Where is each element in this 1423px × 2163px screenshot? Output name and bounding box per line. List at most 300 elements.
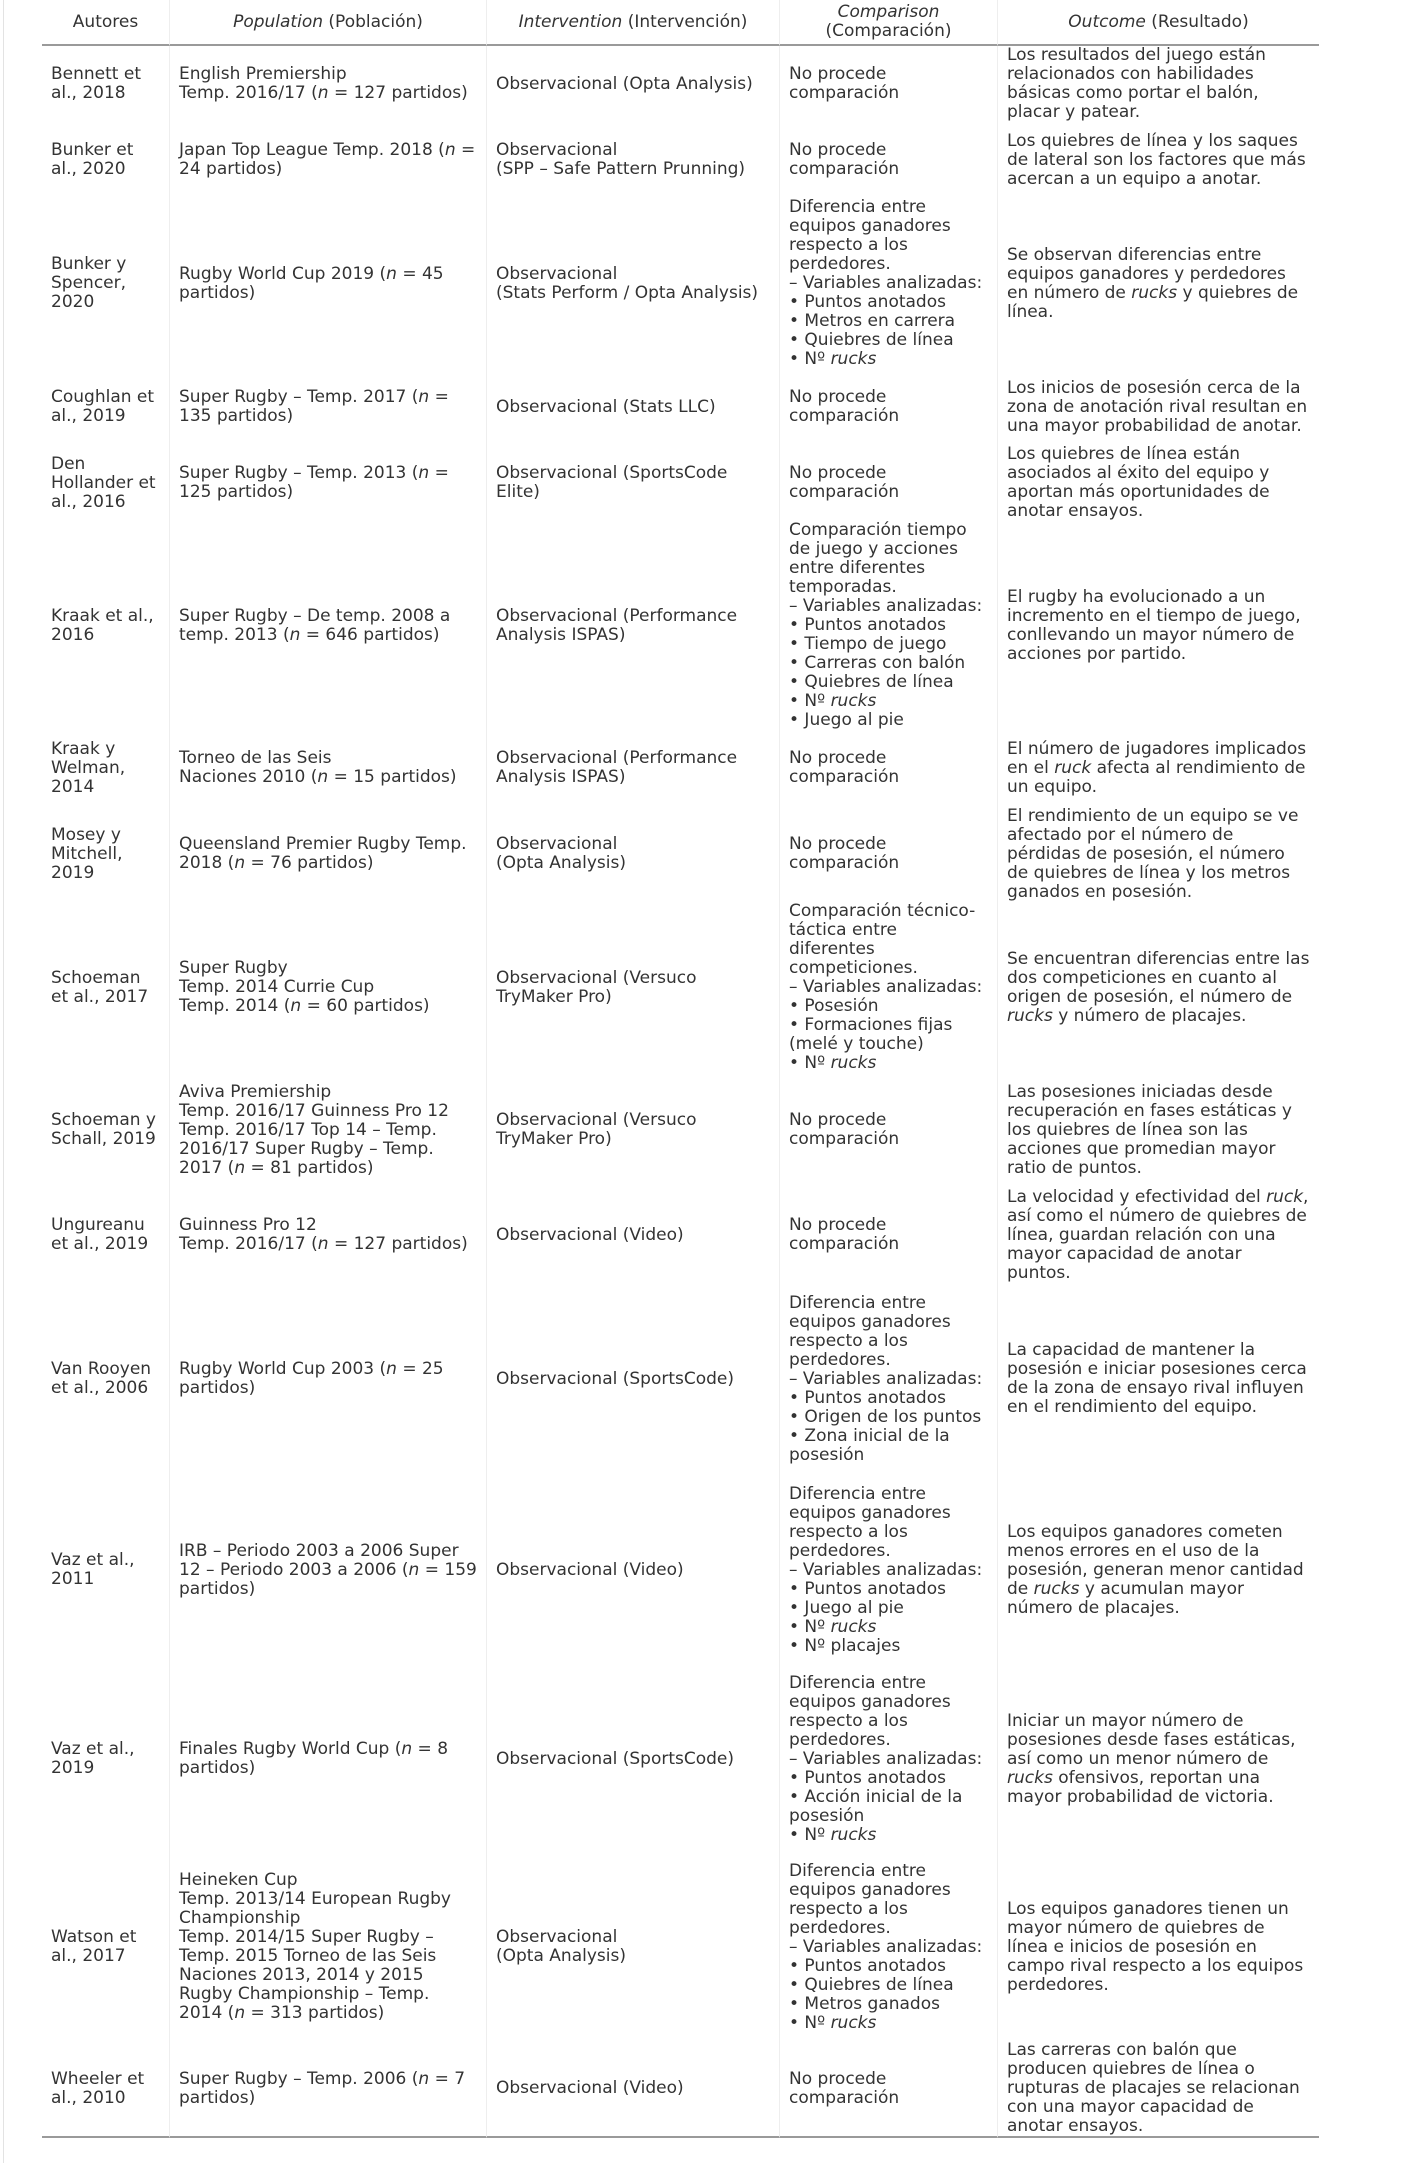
text-segment: • Nº — [789, 2012, 831, 2033]
text-segment: (Opta Analysis) — [496, 853, 626, 873]
italic-segment: rucks — [830, 1824, 877, 1845]
text-segment: El número de jugadores implicados en el — [1007, 738, 1307, 778]
cell-population — [170, 521, 487, 730]
text-segment: Super Rugby — [179, 958, 288, 978]
text-segment: y acumulan mayor número de placajes. — [1007, 1578, 1244, 1618]
left-border — [3, 0, 4, 2163]
text-segment: Super Rugby – De temp. 2008 a temp. 2013 ( — [179, 605, 451, 645]
cell-autores: Vaz et al., 2019 — [42, 1665, 170, 1853]
table-row — [42, 521, 1319, 730]
text-segment: El rendimiento de un equipo se ve afectado por el número de pérdidas de posesión, el número de quiebres de línea y los metros ganados en posesión. — [1007, 806, 1299, 902]
cell-comparison — [780, 1187, 998, 1283]
intervention-line — [496, 969, 770, 1007]
cell-outcome — [998, 806, 1319, 902]
comparison-text: – Variables analizadas: — [789, 1936, 983, 1957]
text-segment: Observacional (SportsCode) — [496, 1368, 735, 1389]
text-segment: = 81 partidos) — [245, 1157, 374, 1178]
text-segment: IRB – Periodo 2003 a 2006 Super 12 – Periodo 2003 a 2006 ( — [179, 1540, 459, 1580]
text-segment: • Metros en carrera — [789, 311, 956, 331]
variable-item — [789, 1976, 988, 1995]
text-segment: Observacional (Video) — [496, 1224, 684, 1245]
variable-item — [789, 635, 988, 654]
cell-outcome — [998, 122, 1319, 198]
header-population-en: Population — [233, 11, 324, 32]
cell-comparison — [780, 1475, 998, 1665]
cell-autores: Bunker y Spencer, 2020 — [42, 198, 170, 369]
comparison-text: – Variables analizadas: — [789, 1368, 983, 1389]
header-outcome-en: Outcome — [1068, 11, 1146, 32]
cell-population — [170, 1475, 487, 1665]
table-row — [42, 730, 1319, 806]
intervention-line — [496, 2079, 770, 2098]
text-segment: • Juego al pie — [789, 710, 904, 730]
text-segment: = 646 partidos) — [300, 624, 440, 645]
italic-segment: n — [408, 1559, 420, 1580]
italic-segment: n — [386, 263, 397, 284]
population-line — [179, 997, 477, 1016]
text-segment: = 76 partidos) — [245, 853, 374, 873]
header-population — [170, 0, 487, 46]
variable-item — [789, 350, 988, 369]
cell-intervention — [487, 1187, 780, 1283]
text-segment: Observacional — [496, 1927, 618, 1947]
population-line — [179, 265, 477, 303]
cell-comparison — [780, 122, 998, 198]
population-line — [179, 1890, 477, 1928]
text-segment: = 25 partidos) — [179, 1359, 444, 1398]
intervention-line — [496, 1561, 770, 1580]
population-line — [179, 1083, 477, 1102]
cell-intervention — [487, 198, 780, 369]
population-line — [179, 388, 477, 426]
table-row — [42, 369, 1319, 445]
cell-intervention — [487, 902, 780, 1073]
intervention-line — [496, 1111, 770, 1149]
cell-comparison — [780, 521, 998, 730]
text-segment: Super Rugby – Temp. 2006 ( — [179, 2068, 419, 2089]
text-segment: Super Rugby – Temp. 2013 ( — [179, 463, 419, 483]
variable-item — [789, 692, 988, 711]
cell-outcome — [998, 198, 1319, 369]
cell-autores: Mosey y Mitchell, 2019 — [42, 806, 170, 902]
population-line — [179, 464, 477, 502]
variable-item — [789, 1788, 988, 1826]
cell-intervention — [487, 730, 780, 806]
text-segment: Observacional (Stats LLC) — [496, 396, 716, 417]
cell-autores: Wheeler et al., 2010 — [42, 2041, 170, 2138]
text-segment: Japan Top League Temp. 2018 ( — [179, 140, 445, 160]
comparison-text: Diferencia entre equipos ganadores respecto a los perdedores. — [789, 1483, 951, 1561]
italic-segment: ruck — [1054, 757, 1092, 778]
text-segment: • Acción inicial de la posesión — [789, 1786, 963, 1826]
variables-list — [789, 997, 988, 1073]
variables-list — [789, 1957, 988, 2033]
cell-intervention — [487, 369, 780, 445]
comparison-text: – Variables analizadas: — [789, 273, 983, 293]
cell-population — [170, 1187, 487, 1283]
text-segment: • Puntos anotados — [789, 1955, 946, 1976]
text-segment: • Juego al pie — [789, 1597, 904, 1618]
italic-segment: rucks — [830, 1053, 877, 1073]
cell-intervention — [487, 46, 780, 122]
table-row — [42, 198, 1319, 369]
table-body — [42, 46, 1319, 2138]
text-segment: • Puntos anotados — [789, 1578, 946, 1599]
intervention-line — [496, 160, 770, 179]
table-row — [42, 122, 1319, 198]
italic-segment: rucks — [830, 349, 877, 369]
text-segment: Naciones 2010 ( — [179, 767, 318, 787]
italic-segment: rucks — [1033, 1578, 1080, 1599]
text-segment: Los quiebres de línea están asociados al éxito del equipo y aportan más oportunidades de anotar ensayos. — [1007, 445, 1270, 521]
population-line — [179, 2070, 477, 2108]
intervention-line — [496, 1928, 770, 1947]
text-segment: (Stats Perform / Opta Analysis) — [496, 282, 759, 303]
text-segment: = 125 partidos) — [179, 463, 449, 502]
cell-intervention — [487, 1283, 780, 1475]
variable-item — [789, 331, 988, 350]
comparison-text: No procede comparación — [789, 2068, 900, 2108]
population-line — [179, 749, 477, 768]
cell-population — [170, 902, 487, 1073]
cell-outcome — [998, 1187, 1319, 1283]
cell-population — [170, 122, 487, 198]
text-segment: Observacional (Versuco TryMaker Pro) — [496, 1110, 697, 1149]
text-segment: , así como el número de quiebres de línea, guardan relación con una mayor capacidad de anotar puntos. — [1007, 1187, 1309, 1283]
text-segment: • Carreras con balón — [789, 653, 966, 673]
cell-autores: Bunker et al., 2020 — [42, 122, 170, 198]
italic-segment: rucks — [830, 1616, 877, 1637]
cell-intervention — [487, 1665, 780, 1853]
italic-segment: rucks — [830, 2012, 877, 2033]
population-line — [179, 1216, 477, 1235]
intervention-line — [496, 1947, 770, 1966]
population-line — [179, 1542, 477, 1599]
intervention-line — [496, 607, 770, 645]
cell-outcome — [998, 2041, 1319, 2138]
text-segment: = 313 partidos) — [245, 2003, 385, 2023]
comparison-text: – Variables analizadas: — [789, 596, 983, 616]
header-row — [42, 0, 1319, 46]
variable-item — [789, 1995, 988, 2014]
text-segment: Observacional — [496, 140, 618, 160]
variable-item — [789, 1389, 988, 1408]
variable-item — [789, 312, 988, 331]
table-row — [42, 902, 1319, 1073]
table-row — [42, 445, 1319, 521]
text-segment: Los resultados del juego están relacionados con habilidades básicas como portar el balón, placar y patear. — [1007, 46, 1266, 122]
header-comparison-en: Comparison — [837, 2, 940, 22]
text-segment: = 127 partidos) — [328, 1234, 468, 1254]
cell-autores: Bennett et al., 2018 — [42, 46, 170, 122]
comparison-text: No procede comparación — [789, 463, 900, 502]
text-segment: Se observan diferencias entre equipos ganadores y perdedores en número de — [1007, 244, 1286, 303]
cell-population — [170, 1665, 487, 1853]
population-line — [179, 1740, 477, 1778]
comparison-text: Comparación tiempo de juego y acciones entre diferentes temporadas. — [789, 521, 967, 597]
cell-outcome — [998, 902, 1319, 1073]
text-segment: • Quiebres de línea — [789, 330, 954, 350]
text-segment: = 15 partidos) — [328, 767, 457, 787]
text-segment: (Opta Analysis) — [496, 1946, 626, 1966]
cell-comparison — [780, 445, 998, 521]
text-segment: Super Rugby – Temp. 2017 ( — [179, 387, 419, 407]
variable-item — [789, 1054, 988, 1073]
cell-comparison — [780, 1073, 998, 1187]
cell-comparison — [780, 2041, 998, 2138]
cell-population — [170, 1853, 487, 2041]
text-segment: ofensivos, reportan una mayor probabilidad de victoria. — [1007, 1767, 1274, 1807]
intervention-line — [496, 854, 770, 873]
cell-autores: Van Rooyen et al., 2006 — [42, 1283, 170, 1475]
population-line — [179, 768, 477, 787]
variables-list — [789, 1389, 988, 1465]
population-line — [179, 84, 477, 103]
cell-outcome — [998, 1853, 1319, 2041]
variable-item — [789, 293, 988, 312]
population-line — [179, 1102, 477, 1178]
cell-population — [170, 1073, 487, 1187]
intervention-line — [496, 835, 770, 854]
text-segment: Las posesiones iniciadas desde recuperación en fases estáticas y los quiebres de línea son las acciones que promedian mayor ratio de puntos. — [1007, 1081, 1292, 1178]
text-segment: Rugby World Cup 2019 ( — [179, 263, 387, 284]
text-segment: = 159 partidos) — [179, 1559, 477, 1599]
text-segment: Se encuentran diferencias entre las dos competiciones en cuanto al origen de posesión, el número de — [1007, 948, 1310, 1007]
text-segment: • Origen de los puntos — [789, 1406, 982, 1427]
cell-autores: Vaz et al., 2011 — [42, 1475, 170, 1665]
italic-segment: n — [289, 624, 301, 645]
table-row — [42, 1475, 1319, 1665]
header-intervention — [487, 0, 780, 46]
variable-item — [789, 711, 988, 730]
text-segment: Las carreras con balón que producen quiebres de línea o rupturas de placajes se relacionan con una mayor capacidad de anotar ensayos. — [1007, 2041, 1300, 2136]
text-segment: Queensland Premier Rugby Temp. 2018 ( — [179, 834, 467, 873]
text-segment: (SPP – Safe Pattern Prunning) — [496, 159, 746, 179]
variable-item — [789, 673, 988, 692]
italic-segment: ruck — [1266, 1187, 1304, 1207]
comparison-text: No procede comparación — [789, 1110, 900, 1149]
intervention-line — [496, 1370, 770, 1389]
intervention-line — [496, 265, 770, 284]
text-segment: • Zona inicial de la posesión — [789, 1425, 950, 1465]
italic-segment: rucks — [1131, 282, 1178, 303]
cell-autores: Kraak et al., 2016 — [42, 521, 170, 730]
text-segment: Observacional (Video) — [496, 1559, 684, 1580]
cell-intervention — [487, 445, 780, 521]
text-segment: Guinness Pro 12 — [179, 1215, 317, 1235]
text-segment: Observacional (SportsCode) — [496, 1748, 735, 1769]
text-segment: = 60 partidos) — [301, 996, 430, 1016]
comparison-text: No procede comparación — [789, 387, 900, 426]
text-segment: Temp. 2014/15 Super Rugby – Temp. 2015 Torneo de las Seis Naciones 2013, 2014 y 2015 Rugby Championship – Temp. 2014 ( — [179, 1927, 437, 2023]
cell-outcome — [998, 369, 1319, 445]
comparison-text: Diferencia entre equipos ganadores respecto a los perdedores. — [789, 1292, 951, 1370]
cell-intervention — [487, 806, 780, 902]
comparison-text: – Variables analizadas: — [789, 1559, 983, 1580]
comparison-text: – Variables analizadas: — [789, 1748, 983, 1769]
italic-segment: n — [386, 1359, 397, 1379]
cell-intervention — [487, 1853, 780, 2041]
cell-comparison — [780, 1853, 998, 2041]
population-line — [179, 1235, 477, 1254]
comparison-text: – Variables analizadas: — [789, 977, 983, 997]
italic-segment: n — [418, 387, 430, 407]
variable-item — [789, 654, 988, 673]
cell-comparison — [780, 46, 998, 122]
text-segment: • Quiebres de línea — [789, 1974, 954, 1995]
cell-autores: Schoeman y Schall, 2019 — [42, 1073, 170, 1187]
italic-segment: n — [418, 463, 430, 483]
text-segment: • Nº — [789, 1616, 831, 1637]
variable-item — [789, 1427, 988, 1465]
variable-item — [789, 1957, 988, 1976]
table-row — [42, 46, 1319, 122]
cell-population — [170, 46, 487, 122]
variable-item — [789, 616, 988, 635]
text-segment: • Nº — [789, 1824, 831, 1845]
text-segment: Iniciar un mayor número de posesiones desde fases estáticas, así como un menor número de — [1007, 1710, 1296, 1769]
italic-segment: n — [290, 996, 302, 1016]
table-row — [42, 1283, 1319, 1475]
variable-item — [789, 1637, 988, 1656]
text-segment: English Premiership — [179, 64, 347, 84]
comparison-text: No procede comparación — [789, 834, 900, 873]
italic-segment: n — [234, 853, 246, 873]
italic-segment: n — [317, 767, 329, 787]
cell-comparison — [780, 902, 998, 1073]
variable-item — [789, 1016, 988, 1054]
variable-item — [789, 1408, 988, 1427]
table-row — [42, 1853, 1319, 2041]
text-segment: La velocidad y efectividad del — [1007, 1187, 1267, 1207]
cell-intervention — [487, 1073, 780, 1187]
header-autores — [42, 0, 170, 46]
intervention-line — [496, 1750, 770, 1769]
variable-item — [789, 997, 988, 1016]
text-segment: Temp. 2016/17 ( — [179, 83, 318, 103]
text-segment: Finales Rugby World Cup ( — [179, 1739, 402, 1759]
text-segment: y quiebres de línea. — [1007, 282, 1299, 322]
text-segment: Observacional (Performance Analysis ISPAS) — [496, 748, 738, 787]
table-row — [42, 1665, 1319, 1853]
table-row — [42, 806, 1319, 902]
cell-comparison — [780, 1283, 998, 1475]
table-row — [42, 1073, 1319, 1187]
variables-list — [789, 616, 988, 730]
population-line — [179, 835, 477, 873]
text-segment: Observacional (Performance Analysis ISPAS) — [496, 605, 738, 645]
cell-population — [170, 806, 487, 902]
text-segment: = 135 partidos) — [179, 387, 449, 426]
variable-item — [789, 1618, 988, 1637]
cell-comparison — [780, 806, 998, 902]
cell-autores: Ungureanu et al., 2019 — [42, 1187, 170, 1283]
population-line — [179, 978, 477, 997]
cell-population — [170, 198, 487, 369]
comparison-text: No procede comparación — [789, 64, 900, 103]
cell-outcome — [998, 521, 1319, 730]
italic-segment: n — [444, 140, 456, 160]
text-segment: El rugby ha evolucionado a un incremento en el tiempo de juego, conllevando un mayor número de acciones por partido. — [1007, 586, 1301, 664]
text-segment: = 8 partidos) — [179, 1739, 449, 1778]
text-segment: • Puntos anotados — [789, 1767, 946, 1788]
cell-intervention — [487, 2041, 780, 2138]
text-segment: Temp. 2013/14 European Rugby Championship — [179, 1889, 451, 1928]
text-segment: • Nº — [789, 691, 831, 711]
table-row — [42, 2041, 1319, 2138]
text-segment: La capacidad de mantener la posesión e iniciar posesiones cerca de la zona de ensayo rival influyen en el rendimiento del equipo. — [1007, 1340, 1307, 1417]
italic-segment: n — [317, 1234, 329, 1254]
italic-segment: rucks — [830, 691, 877, 711]
studies-table — [42, 0, 1319, 2138]
text-segment: = 7 partidos) — [179, 2068, 466, 2108]
cell-outcome — [998, 1475, 1319, 1665]
comparison-text: No procede comparación — [789, 748, 900, 787]
cell-autores: Kraak y Welman, 2014 — [42, 730, 170, 806]
population-line — [179, 1871, 477, 1890]
text-segment: Temp. 2016/17 ( — [179, 1234, 318, 1254]
text-segment: Los quiebres de línea y los saques de lateral son los factores que más acercan a un equipo a anotar. — [1007, 130, 1306, 189]
comparison-text: Diferencia entre equipos ganadores respecto a los perdedores. — [789, 1860, 951, 1938]
intervention-line — [496, 141, 770, 160]
cell-population — [170, 730, 487, 806]
italic-segment: rucks — [1007, 1767, 1053, 1788]
header-outcome — [998, 0, 1319, 46]
cell-autores: Den Hollander et al., 2016 — [42, 445, 170, 521]
text-segment: Aviva Premiership — [179, 1081, 332, 1102]
intervention-line — [496, 398, 770, 417]
population-line — [179, 65, 477, 84]
text-segment: • Puntos anotados — [789, 615, 946, 635]
comparison-text: No procede comparación — [789, 1215, 900, 1254]
text-segment: y número de placajes. — [1052, 1005, 1247, 1026]
cell-comparison — [780, 1665, 998, 1853]
intervention-line — [496, 1226, 770, 1245]
variables-list — [789, 1769, 988, 1845]
text-segment: Observacional (Opta Analysis) — [496, 73, 753, 94]
italic-segment: n — [234, 1157, 246, 1178]
population-line — [179, 141, 477, 179]
text-segment: Observacional (SportsCode Elite) — [496, 463, 728, 502]
variable-item — [789, 1599, 988, 1618]
text-segment: Observacional (Versuco TryMaker Pro) — [496, 967, 697, 1007]
text-segment: • Metros ganados — [789, 1993, 940, 2014]
header-comparison — [780, 0, 998, 46]
text-segment: Los equipos ganadores tienen un mayor número de quiebres de línea e inicios de posesión en campo rival respecto a los equipos perdedores. — [1007, 1898, 1304, 1995]
text-segment: Torneo de las Seis — [179, 748, 332, 768]
variable-item — [789, 1580, 988, 1599]
cell-autores: Schoeman et al., 2017 — [42, 902, 170, 1073]
comparison-text: Comparación técnico-táctica entre diferentes competiciones. — [789, 902, 976, 978]
header-intervention-es: (Intervención) — [622, 11, 748, 32]
cell-outcome — [998, 46, 1319, 122]
variable-item — [789, 1826, 988, 1845]
cell-intervention — [487, 122, 780, 198]
cell-intervention — [487, 1475, 780, 1665]
cell-comparison — [780, 198, 998, 369]
text-segment: Los equipos ganadores cometen menos errores en el uso de la posesión, generan menor cantidad de — [1007, 1521, 1304, 1599]
text-segment: • Nº placajes — [789, 1635, 901, 1656]
italic-segment: rucks — [1007, 1005, 1053, 1026]
header-comparison-es: (Comparación) — [825, 21, 952, 41]
cell-autores: Coughlan et al., 2019 — [42, 369, 170, 445]
population-line — [179, 1928, 477, 2023]
population-line — [179, 607, 477, 645]
cell-intervention — [487, 521, 780, 730]
text-segment: Los inicios de posesión cerca de la zona de anotación rival resultan en una mayor probabilidad de anotar. — [1007, 377, 1308, 436]
cell-outcome — [998, 445, 1319, 521]
italic-segment: n — [418, 2068, 430, 2089]
